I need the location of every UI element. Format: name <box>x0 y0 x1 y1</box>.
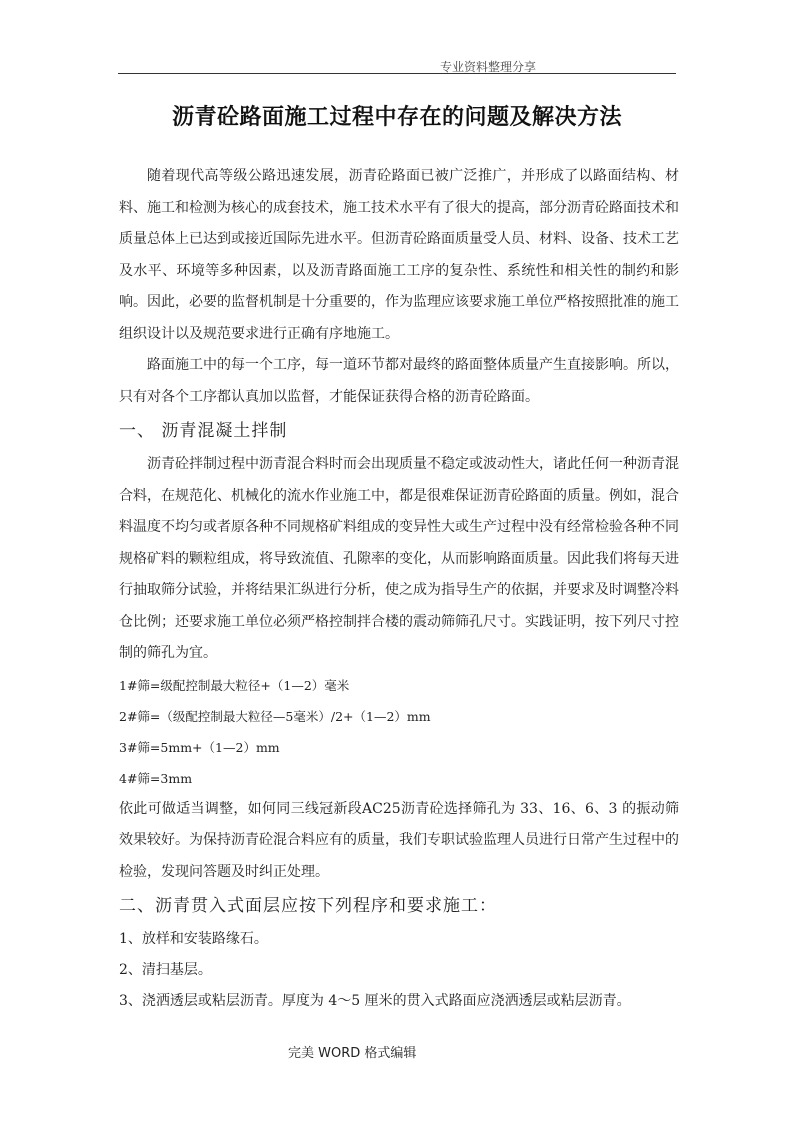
section-2-heading: 二、沥青贯入式面层应按下列程序和要求施工： <box>119 896 497 916</box>
page-header-text: 专业资料整理分享 <box>440 60 537 74</box>
document-title: 沥青砼路面施工过程中存在的问题及解决方法 <box>171 104 622 130</box>
header-divider <box>118 73 676 74</box>
intro-paragraph-1: 随着现代高等级公路迅速发展，沥青砼路面已被广泛推广，并形成了以路面结构、材料、施工和检测为核心的成套技术，施工技术水平有了很大的提高，部分沥青砼路面技术和质量总体上已达到或接近国际先进水平。但沥青砼路面质量受人员、材料、设备、技术工艺及水平、环境等多种因素，以及沥青路面施工工序的复杂性、系统性和相关性的制约和影响。因此，必要的监督机制是十分重要的，作为监理应该要求施工单位严格按照批准的施工组织设计以及规范要求进行正确有序地施工。 <box>119 168 679 342</box>
section-1-heading: 一、 沥青混凝土拌制 <box>119 421 288 441</box>
formula-line: 1#筛=级配控制最大粒径+（1—2）毫米 <box>119 677 350 693</box>
intro-paragraph-2: 路面施工中的每一个工序，每一道环节都对最终的路面整体质量产生直接影响。所以，只有对各个工序都认真加以监督，才能保证获得合格的沥青砼路面。 <box>119 357 679 405</box>
list-item: 3、浇洒透层或粘层沥青。厚度为 4～5 厘米的贯入式路面应浇洒透层或粘层沥青。 <box>119 993 631 1009</box>
page-footer-text: 完美 WORD 格式编辑 <box>288 1046 417 1061</box>
section-1-paragraph: 沥青砼拌制过程中沥青混合料时而会出现质量不稳定或波动性大，诸此任何一种沥青混合料，在规范化、机械化的流水作业施工中，都是很难保证沥青砼路面的质量。例如，混合料温度不均匀或者原各种不同规格矿料组成的变异性大或生产过程中没有经常检验各种不同规格矿料的颗粒组成，将导致流值、孔隙率的变化，从而影响路面质量。因此我们将每天进行抽取筛分试验，并将结果汇纵进行分析，使之成为指导生产的依据，并要求及时调整冷料仓比例；还要求施工单位必须严格控制拌合楼的震动筛筛孔尺寸。实践证明，按下列尺寸控制的筛孔为宜。 <box>119 456 679 661</box>
list-item: 1、放样和安装路缘石。 <box>119 931 268 947</box>
document-body <box>119 161 679 1017</box>
formula-line: 2#筛=（级配控制最大粒径—5毫米）/2+（1—2）mm <box>119 708 431 724</box>
list-item: 2、清扫基层。 <box>119 962 212 978</box>
section-1-conclusion: 依此可做适当调整，如何同三线冠新段AC25沥青砼选择筛孔为 33、16、6、3 的振动筛效果较好。为保持沥青砼混合料应有的质量，我们专职试验监理人员进行日常产生过程中的检验，发现问答题及时纠正处理。 <box>119 800 679 880</box>
formula-line: 3#筛=5mm+（1—2）mm <box>119 739 280 755</box>
formula-line: 4#筛=3mm <box>119 770 193 786</box>
